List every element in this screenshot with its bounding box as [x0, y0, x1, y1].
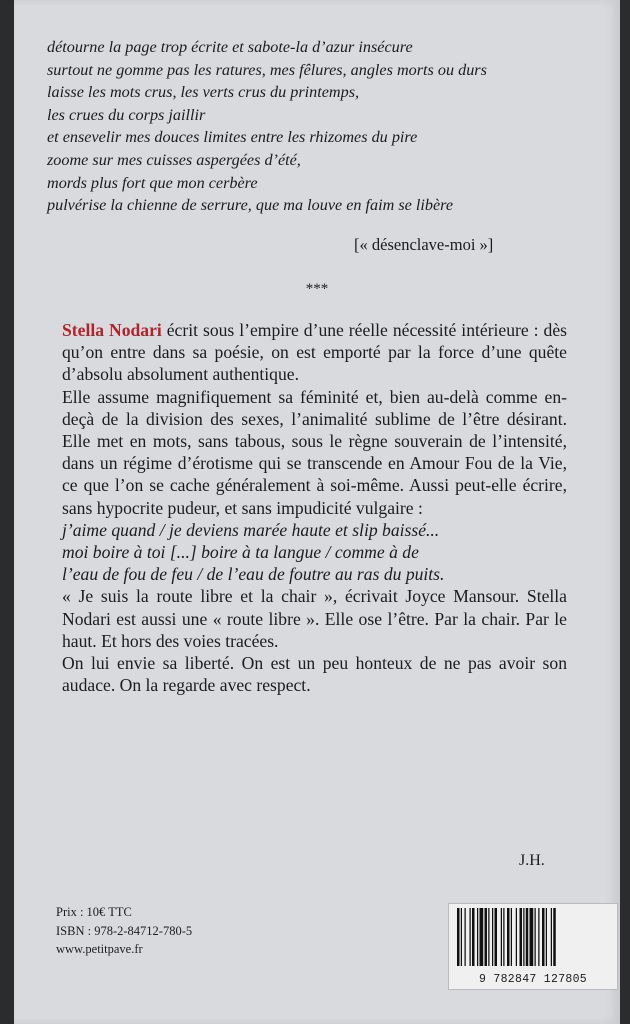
- barcode-bar: [538, 908, 539, 966]
- barcode-bar: [553, 908, 556, 966]
- barcode-bar: [511, 908, 512, 966]
- essay-paragraph: « Je suis la route libre et la chair », écrivait Joyce Mansour. Stella Nodari est aussi une « route libre ». Elle ose l’être. Par la chair. Par le haut. Et hors des voies tracées.: [62, 586, 567, 651]
- barcode-bars: [455, 908, 611, 966]
- barcode-bar: [523, 908, 524, 966]
- barcode-bar: [526, 908, 529, 966]
- barcode-digits: 9 782847 127805: [478, 973, 588, 986]
- barcode-bar: [535, 908, 536, 966]
- barcode-bar: [477, 908, 478, 966]
- barcode-bar: [516, 908, 517, 966]
- poem-line: détourne la page trop écrite et sabote-la d’azur insécure: [47, 38, 413, 56]
- barcode-bar: [503, 908, 504, 966]
- barcode-bar: [495, 908, 498, 966]
- barcode-bar: [546, 908, 547, 966]
- barcode-bar: [461, 908, 462, 966]
- section-separator: ***: [305, 281, 329, 297]
- barcode-bar: [542, 908, 545, 966]
- barcode-bar: [492, 908, 493, 966]
- barcode-bar: [501, 908, 502, 966]
- poem-line: et ensevelir mes douces limites entre les rhizomes du pire: [47, 128, 418, 147]
- poem-source: [« désenclave-moi »]: [354, 235, 494, 254]
- publication-info: [56, 903, 192, 959]
- barcode-bar: [551, 908, 552, 966]
- signature-initials: J.H.: [519, 852, 545, 869]
- barcode-bar: [488, 908, 489, 966]
- essay-paragraph: [62, 319, 567, 386]
- poem-line: laisse les mots crus, les verts crus du printemps,: [47, 83, 360, 102]
- barcode: [448, 903, 618, 990]
- poem-line: zoome sur mes cuisses aspergées d’été,: [47, 150, 301, 169]
- poem-line: mords plus fort que mon cerbère: [47, 173, 258, 192]
- essay-paragraph-text: écrit sous l’empire d’une réelle nécessité intérieure : dès qu’on entre dans sa poésie, on est emporté par la force d’une quête d’absolu absolument authentique.: [62, 320, 567, 385]
- website: www.petitpave.fr: [56, 942, 143, 956]
- essay-paragraph: On lui envie sa liberté. On est un peu honteux de ne pas avoir son audace. On la regarde avec respect.: [62, 653, 567, 696]
- barcode-bar: [520, 908, 523, 966]
- barcode-bar: [457, 908, 460, 966]
- essay-text: [62, 319, 567, 696]
- isbn: ISBN : 978-2-84712-780-5: [56, 923, 193, 938]
- poem-line: les crues du corps jaillir: [47, 105, 206, 124]
- barcode-bar: [530, 908, 534, 966]
- book-back-cover: [14, 0, 620, 1024]
- barcode-bar: [470, 908, 471, 966]
- poem-line: surtout ne gomme pas les ratures, mes fêlures, angles morts ou durs: [47, 60, 487, 79]
- barcode-bar: [507, 908, 510, 966]
- quote-line: moi boire à toi [...] boire à ta langue / comme à de: [62, 542, 419, 563]
- barcode-bar: [472, 908, 475, 966]
- barcode-bar: [485, 908, 488, 966]
- barcode-bar: [465, 908, 466, 966]
- quote-line: l’eau de fou de feu / de l’eau de foutre au ras du puits.: [62, 564, 445, 585]
- barcode-bar: [480, 908, 484, 966]
- price: Prix : 10€ TTC: [56, 905, 132, 919]
- quote-line: j’aime quand / je deviens marée haute et slip baissé...: [62, 519, 440, 540]
- author-name: Stella Nodari: [62, 320, 162, 340]
- essay-paragraph: Elle assume magnifiquement sa féminité et, bien au-delà comme en-deçà de la division des sexes, l’animalité sublime de l’être désirant. Elle met en mots, sans tabous, sous le règne souverain de l’intensité, dans un régime d’érotisme qui se transcende en Amour Fou de la Vie, ce que l’on se cache généralement à soi-même. Aussi peut-elle écrire, sans hypocrite pudeur, et sans impudicité vulgaire :: [62, 386, 567, 518]
- poem-line: pulvérise la chienne de serrure, que ma louve en faim se libère: [47, 196, 454, 215]
- poem-excerpt: [47, 36, 607, 217]
